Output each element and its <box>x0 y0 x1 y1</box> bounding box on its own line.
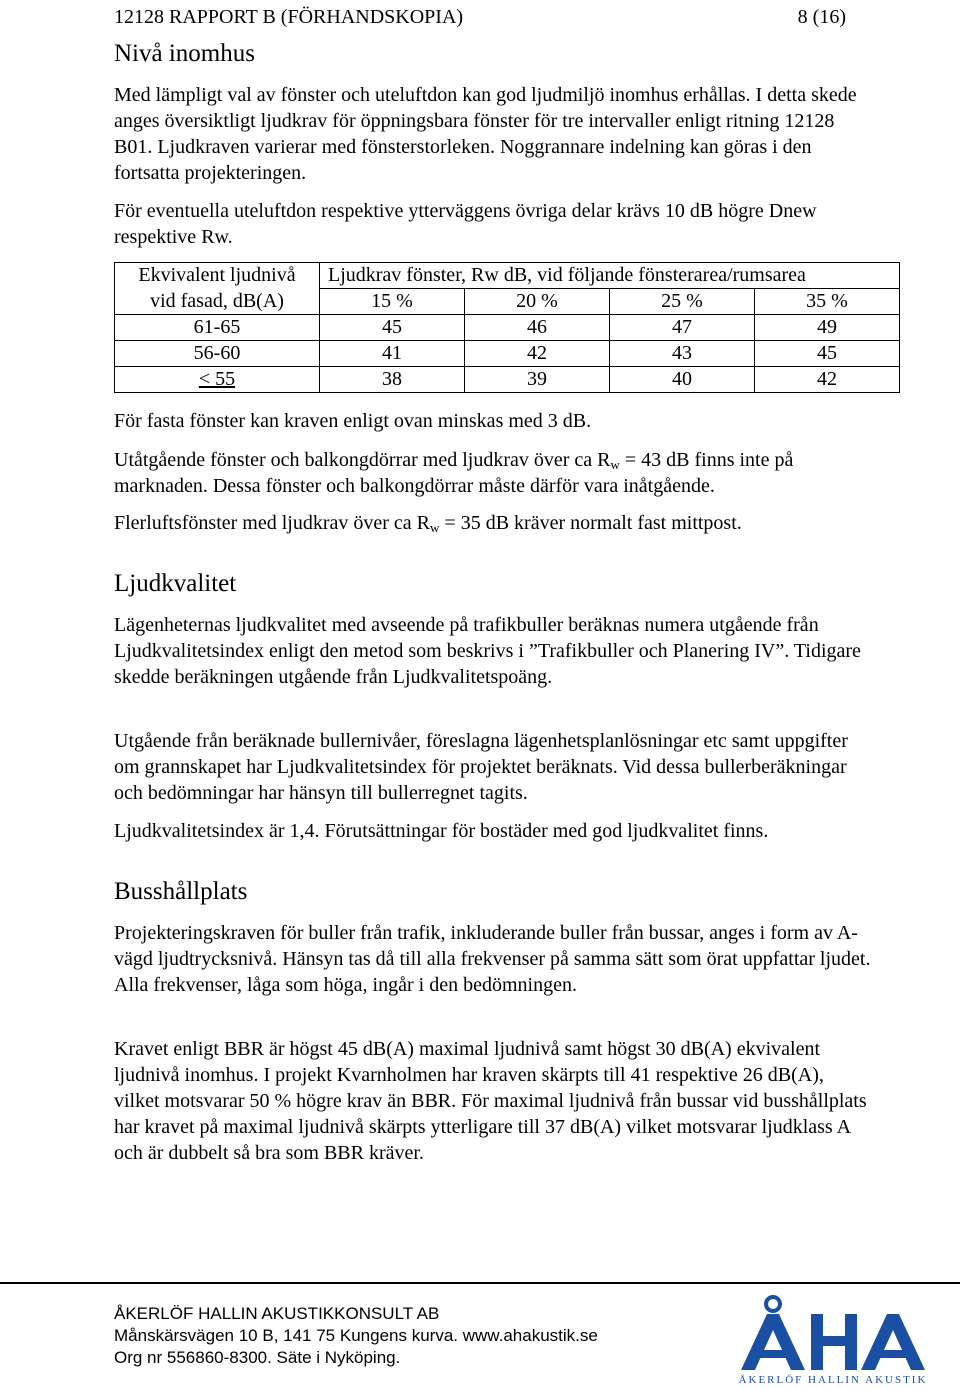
table-header-level-unit: vid fasad, dB(A) <box>115 289 320 315</box>
window-requirements-table <box>114 262 900 393</box>
paragraph: Flerluftsfönster med ljudkrav över ca $R_w = 35$ dB kräver normalt fast mittpost. <box>114 512 742 535</box>
table-row <box>115 315 900 341</box>
table-row <box>115 341 900 367</box>
table-col-header: 15 % <box>320 289 465 315</box>
table-cell: 45 <box>755 341 900 367</box>
paragraph: Projekteringskraven för buller från trafik, inkluderande buller från bussar, anges i form av A-vägd ljudtrycksnivå. Hänsyn tas då till alla frekvenser på samma sätt som örat uppfattar ljudet. Alla frekvenser, låga som höga, ingår i den bedömningen. <box>114 922 871 996</box>
table-row <box>115 367 900 393</box>
paragraph: Med lämpligt val av fönster och uteluftdon kan god ljudmiljö inomhus erhållas. I detta skede anges översiktligt ljudkrav för öppningsbara fönster för tre intervaller enligt ritning 12128 B01. Ljudkraven varierar med fönsterstorleken. Noggrannare indelning kan göras i den fortsatta projekteringen. <box>114 84 857 184</box>
table-col-header: 20 % <box>465 289 610 315</box>
table-cell: 42 <box>465 341 610 367</box>
table-cell: 39 <box>465 367 610 393</box>
paragraph: För fasta fönster kan kraven enligt ovan minskas med 3 dB. <box>114 410 592 432</box>
table-cell: 49 <box>755 315 900 341</box>
table-cell-level: < 55 <box>115 367 320 393</box>
section-title-niva-inomhus: Nivå inomhus <box>114 40 255 67</box>
footer-divider <box>0 1282 960 1284</box>
table-cell-level: 61-65 <box>115 315 320 341</box>
table-cell: 42 <box>755 367 900 393</box>
section-title-busshallplats: Busshållplats <box>114 878 248 905</box>
table-cell-level: 56-60 <box>115 341 320 367</box>
table-cell: 41 <box>320 341 465 367</box>
report-title: 12128 RAPPORT B (FÖRHANDSKOPIA) <box>114 6 464 28</box>
page-number: 8 (16) <box>797 6 846 28</box>
paragraph: Utåtgående fönster och balkongdörrar med ljudkrav över ca $R_w = 43$ dB finns inte på marknaden. Dessa fönster och balkongdörrar måste därför vara inåtgående. <box>114 449 794 497</box>
table-cell: 40 <box>610 367 755 393</box>
footer <box>114 1303 598 1369</box>
table-cell: 38 <box>320 367 465 393</box>
section-title-ljudkvalitet: Ljudkvalitet <box>114 570 237 597</box>
paragraph: Kravet enligt BBR är högst 45 dB(A) maximal ljudnivå samt högst 30 dB(A) ekvivalent ljudnivå inomhus. I projekt Kvarnholmen har kraven skärpts till 41 respektive 26 dB(A), vilket motsvarar 50 % högre krav än BBR. För maximal ljudnivå från bussar vid busshållplats har kravet på maximal ljudnivå skärpts ytterligare till 37 dB(A) vilket motsvarar ljudklass A och är dubbelt så bra som BBR kräver. <box>114 1038 867 1164</box>
page-header <box>114 6 846 29</box>
logo-caption: ÅKERLÖF HALLIN AKUSTIK <box>738 1374 928 1386</box>
table-cell: 45 <box>320 315 465 341</box>
table-header-requirements: Ljudkrav fönster, Rw dB, vid följande fönsterarea/rumsarea <box>320 263 900 289</box>
paragraph: Ljudkvalitetsindex är 1,4. Förutsättningar för bostäder med god ljudkvalitet finns. <box>114 820 769 842</box>
table-cell: 43 <box>610 341 755 367</box>
footer-company: ÅKERLÖF HALLIN AKUSTIKKONSULT AB <box>114 1304 440 1323</box>
paragraph: För eventuella uteluftdon respektive ytterväggens övriga delar krävs 10 dB högre Dnew respektive Rw. <box>114 200 817 248</box>
footer-address: Månskärsvägen 10 B, 141 75 Kungens kurva. www.ahakustik.se <box>114 1326 598 1345</box>
paragraph: Lägenheternas ljudkvalitet med avseende på trafikbuller beräknas numera utgående från Ljudkvalitetsindex enligt den metod som beskrivs i ”Trafikbuller och Planering IV”. Tidigare skedde beräkningen utgående från Ljudkvalitetspoäng. <box>114 614 861 688</box>
paragraph: Utgående från beräknade bullernivåer, föreslagna lägenhetsplanlösningar etc samt uppgifter om grannskapet har Ljudkvalitetsindex för projektet beräknats. Vid dessa bullerberäkningar och bedömningar har hänsyn till bullerregnet tagits. <box>114 730 848 804</box>
table-header-level: Ekvivalent ljudnivå <box>115 263 320 289</box>
footer-org: Org nr 556860-8300. Säte i Nyköping. <box>114 1348 401 1367</box>
table-col-header: 25 % <box>610 289 755 315</box>
aha-logo-icon <box>733 1292 933 1387</box>
table-cell: 47 <box>610 315 755 341</box>
table-col-header: 35 % <box>755 289 900 315</box>
table-cell: 46 <box>465 315 610 341</box>
